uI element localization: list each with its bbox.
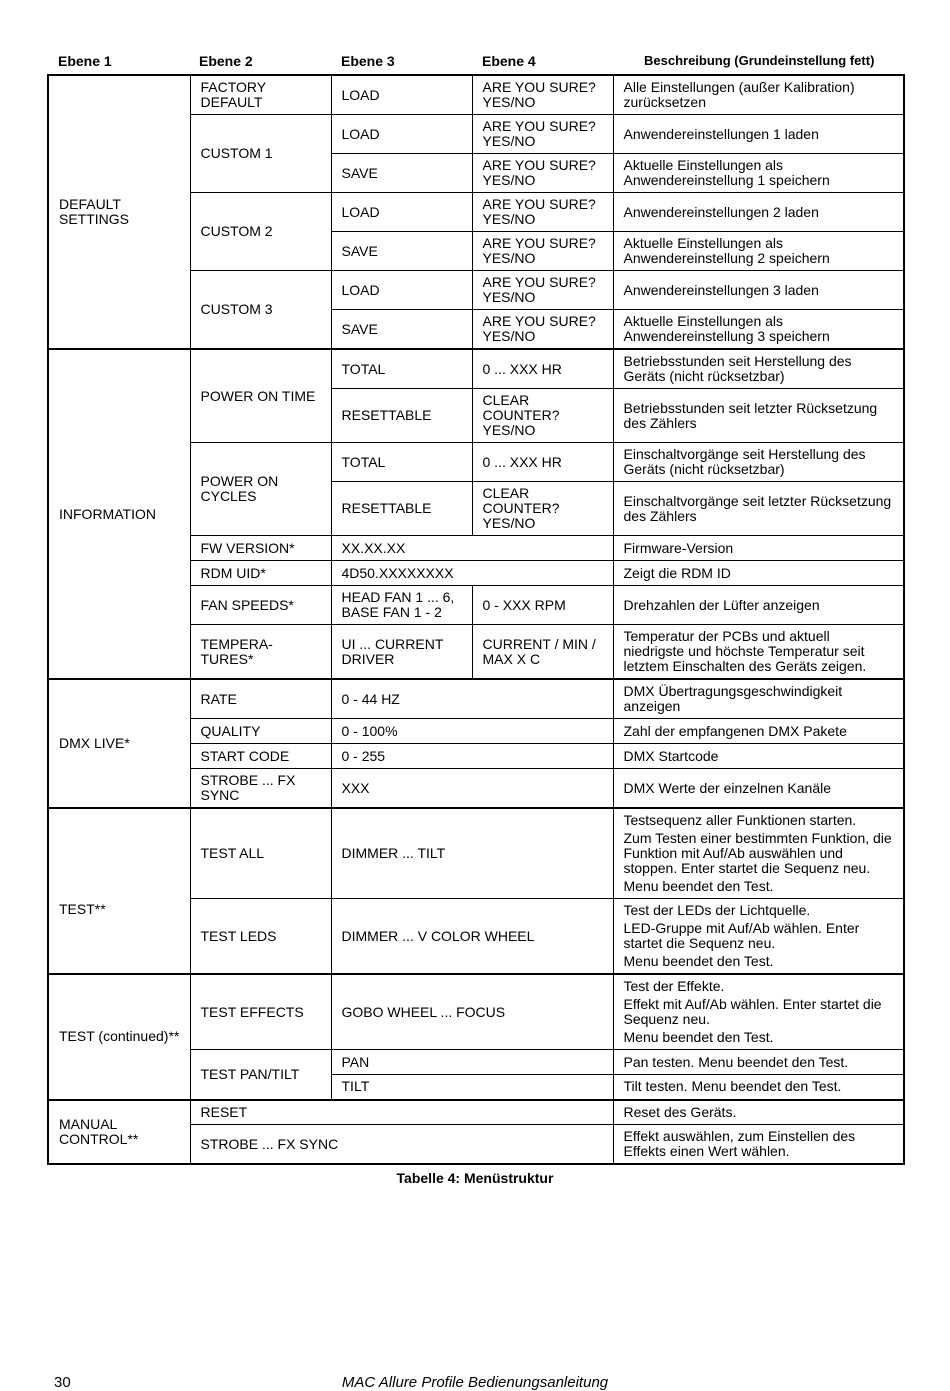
page-number: 30 — [54, 1374, 71, 1391]
level2-fw-version: FW VERSION* — [190, 536, 331, 561]
table-row — [48, 75, 904, 115]
header-description: Beschreibung (Grundeinstellung fett) — [644, 53, 875, 68]
description-cell: Anwendereinstellungen 3 laden — [613, 271, 904, 310]
footer-document-title: MAC Allure Profile Bedienungsanleitung — [341, 1374, 609, 1391]
level2-custom-3: CUSTOM 3 — [190, 271, 331, 350]
level2-reset: RESET — [190, 1100, 613, 1125]
description-cell: Drehzahlen der Lüfter anzeigen — [613, 586, 904, 625]
level4-cell: ARE YOU SURE? YES/NO — [472, 193, 613, 232]
description-cell — [613, 974, 904, 1050]
level2-test-leds: TEST LEDS — [190, 899, 331, 975]
description-cell: Anwendereinstellungen 2 laden — [613, 193, 904, 232]
table-row — [48, 808, 904, 899]
description-line: Menu beendet den Test. — [623, 953, 774, 969]
description-cell: DMX Übertragungsgeschwindigkeit anzeigen — [613, 679, 904, 719]
level2-factory-default: FACTORY DEFAULT — [190, 75, 331, 115]
description-cell: Alle Einstellungen (außer Kalibration) zurücksetzen — [613, 75, 904, 115]
level3-cell: 0 - 44 HZ — [331, 679, 613, 719]
level2-strobe-fx-sync-manual: STROBE ... FX SYNC — [190, 1125, 613, 1165]
level4-cell: CURRENT / MIN / MAX X C — [472, 625, 613, 680]
level2-custom-2: CUSTOM 2 — [190, 193, 331, 271]
level4-cell: ARE YOU SURE? YES/NO — [472, 154, 613, 193]
description-line: Menu beendet den Test. — [623, 1029, 774, 1045]
description-cell: Betriebsstunden seit Herstellung des Geräts (nicht rücksetzbar) — [613, 349, 904, 389]
level1-information: INFORMATION — [48, 349, 190, 679]
level3-cell: UI ... CURRENT DRIVER — [331, 625, 472, 680]
level2-rate: RATE — [190, 679, 331, 719]
level3-cell: LOAD — [331, 75, 472, 115]
level2-quality: QUALITY — [190, 719, 331, 744]
level2-start-code: START CODE — [190, 744, 331, 769]
header-level-2: Ebene 2 — [199, 53, 253, 69]
level2-test-effects: TEST EFFECTS — [190, 974, 331, 1050]
level1-manual-control: MANUAL CONTROL** — [48, 1100, 190, 1165]
table-row — [48, 349, 904, 389]
level2-strobe-fx-sync: STROBE ... FX SYNC — [190, 769, 331, 809]
description-cell: Aktuelle Einstellungen als Anwendereinstellung 2 speichern — [613, 232, 904, 271]
level2-rdm-uid: RDM UID* — [190, 561, 331, 586]
level3-cell: LOAD — [331, 271, 472, 310]
level4-cell: ARE YOU SURE? YES/NO — [472, 271, 613, 310]
description-cell: Anwendereinstellungen 1 laden — [613, 115, 904, 154]
level3-cell: 0 - 255 — [331, 744, 613, 769]
level3-cell: GOBO WHEEL ... FOCUS — [331, 974, 613, 1050]
table-row — [48, 1100, 904, 1125]
table-caption: Tabelle 4: Menüstruktur — [396, 1170, 554, 1186]
level3-cell: TOTAL — [331, 443, 472, 482]
level4-cell: ARE YOU SURE? YES/NO — [472, 232, 613, 271]
level3-cell: TILT — [331, 1075, 613, 1100]
description-cell: Tilt testen. Menu beendet den Test. — [613, 1075, 904, 1100]
level4-cell: 0 ... XXX HR — [472, 443, 613, 482]
description-cell: Temperatur der PCBs und aktuell niedrigste und höchste Temperatur seit letztem Einschalten des Geräts zeigen. — [613, 625, 904, 680]
menu-structure-table — [47, 74, 905, 1165]
level2-temperatures: TEMPERA-TURES* — [190, 625, 331, 680]
description-cell — [613, 808, 904, 899]
level2-test-all: TEST ALL — [190, 808, 331, 899]
header-level-3: Ebene 3 — [341, 53, 395, 69]
description-line: Test der LEDs der Lichtquelle. — [623, 902, 811, 918]
description-cell — [613, 899, 904, 975]
description-line: Testsequenz aller Funktionen starten. — [623, 812, 857, 828]
level3-cell: TOTAL — [331, 349, 472, 389]
level3-cell: SAVE — [331, 310, 472, 350]
level4-cell: ARE YOU SURE? YES/NO — [472, 310, 613, 350]
description-line: Menu beendet den Test. — [623, 878, 774, 894]
level2-custom-1: CUSTOM 1 — [190, 115, 331, 193]
description-cell: Zeigt die RDM ID — [613, 561, 904, 586]
level4-cell: CLEAR COUNTER? YES/NO — [472, 482, 613, 536]
level1-test-continued: TEST (continued)** — [48, 974, 190, 1100]
level3-cell: LOAD — [331, 115, 472, 154]
level2-power-on-cycles: POWER ON CYCLES — [190, 443, 331, 536]
level1-test: TEST** — [48, 808, 190, 974]
table-row — [48, 679, 904, 719]
description-cell: Zahl der empfangenen DMX Pakete — [613, 719, 904, 744]
level3-cell: RESETTABLE — [331, 389, 472, 443]
description-cell: DMX Startcode — [613, 744, 904, 769]
description-cell: Effekt auswählen, zum Einstellen des Effekts einen Wert wählen. — [613, 1125, 904, 1165]
description-line: LED-Gruppe mit Auf/Ab wählen. Enter startet die Sequenz neu. — [623, 920, 860, 951]
description-line: Test der Effekte. — [623, 978, 725, 994]
table-row — [48, 974, 904, 1050]
level3-cell: HEAD FAN 1 ... 6, BASE FAN 1 - 2 — [331, 586, 472, 625]
level1-default-settings: DEFAULT SETTINGS — [48, 75, 190, 349]
level4-cell: 0 - XXX RPM — [472, 586, 613, 625]
level4-cell: 0 ... XXX HR — [472, 349, 613, 389]
level3-cell: SAVE — [331, 154, 472, 193]
level2-fan-speeds: FAN SPEEDS* — [190, 586, 331, 625]
level4-cell: ARE YOU SURE? YES/NO — [472, 115, 613, 154]
description-cell: Firmware-Version — [613, 536, 904, 561]
description-cell: DMX Werte der einzelnen Kanäle — [613, 769, 904, 809]
level3-cell: 0 - 100% — [331, 719, 613, 744]
level2-test-pan-tilt: TEST PAN/TILT — [190, 1050, 331, 1100]
header-level-4: Ebene 4 — [482, 53, 536, 69]
level4-cell: CLEAR COUNTER? YES/NO — [472, 389, 613, 443]
level1-dmx-live: DMX LIVE* — [48, 679, 190, 808]
level4-cell: ARE YOU SURE? YES/NO — [472, 75, 613, 115]
level3-cell: DIMMER ... TILT — [331, 808, 613, 899]
description-cell: Aktuelle Einstellungen als Anwendereinstellung 3 speichern — [613, 310, 904, 350]
level3-cell: XX.XX.XX — [331, 536, 613, 561]
level3-cell: SAVE — [331, 232, 472, 271]
description-cell: Einschaltvorgänge seit letzter Rücksetzung des Zählers — [613, 482, 904, 536]
level3-cell: 4D50.XXXXXXXX — [331, 561, 613, 586]
level3-cell: PAN — [331, 1050, 613, 1075]
level2-power-on-time: POWER ON TIME — [190, 349, 331, 443]
level3-cell: XXX — [331, 769, 613, 809]
description-line: Effekt mit Auf/Ab wählen. Enter startet die Sequenz neu. — [623, 996, 882, 1027]
level3-cell: DIMMER ... V COLOR WHEEL — [331, 899, 613, 975]
description-cell: Pan testen. Menu beendet den Test. — [613, 1050, 904, 1075]
description-cell: Aktuelle Einstellungen als Anwendereinstellung 1 speichern — [613, 154, 904, 193]
level3-cell: LOAD — [331, 193, 472, 232]
description-line: Zum Testen einer bestimmten Funktion, die Funktion mit Auf/Ab auswählen und stoppen. Enter startet die Sequenz neu. — [623, 830, 892, 876]
header-level-1: Ebene 1 — [58, 53, 112, 69]
level3-cell: RESETTABLE — [331, 482, 472, 536]
description-cell: Einschaltvorgänge seit Herstellung des Geräts (nicht rücksetzbar) — [613, 443, 904, 482]
description-cell: Reset des Geräts. — [613, 1100, 904, 1125]
description-cell: Betriebsstunden seit letzter Rücksetzung des Zählers — [613, 389, 904, 443]
